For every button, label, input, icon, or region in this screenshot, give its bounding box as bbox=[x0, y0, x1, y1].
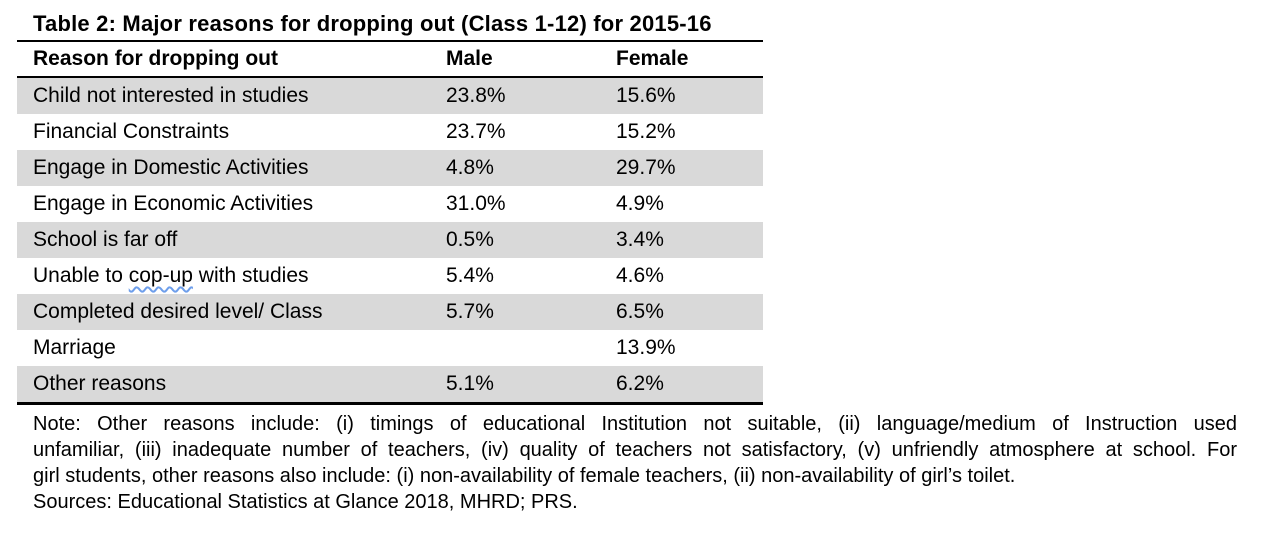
cell-female: 15.2% bbox=[616, 120, 676, 143]
cell-female: 6.2% bbox=[616, 372, 664, 395]
note-paragraph bbox=[33, 411, 1237, 489]
cell-male: 23.8% bbox=[446, 84, 506, 107]
table-row bbox=[17, 186, 763, 222]
cell-reason: Engage in Economic Activities bbox=[33, 192, 314, 215]
cell-female: 3.4% bbox=[616, 228, 664, 251]
cell-reason: Child not interested in studies bbox=[33, 84, 309, 107]
table-row bbox=[17, 114, 763, 150]
note-line: unfamiliar, (iii) inadequate number of teachers, (iv) quality of teachers not satisfactory, (v) unfriendly atmosphere at school. For bbox=[33, 439, 1237, 461]
header-cell-male: Male bbox=[446, 47, 493, 70]
header-cell-female: Female bbox=[616, 47, 689, 70]
cell-male: 23.7% bbox=[446, 120, 506, 143]
cell-reason: Unable to cop-up with studies bbox=[33, 264, 309, 287]
cell-male: 0.5% bbox=[446, 228, 494, 251]
note-line: Note: Other reasons include: (i) timings of educational Institution not suitable, (ii) language/medium of Instruction used bbox=[33, 413, 1237, 435]
table-row bbox=[17, 330, 763, 366]
cell-reason: Marriage bbox=[33, 336, 116, 359]
table-row bbox=[17, 222, 763, 258]
cell-male: 5.1% bbox=[446, 372, 494, 395]
cell-female: 6.5% bbox=[616, 300, 664, 323]
table-row bbox=[17, 366, 763, 402]
dropout-reasons-table bbox=[17, 42, 763, 405]
table-body bbox=[17, 78, 763, 402]
table-header-row bbox=[17, 42, 763, 78]
cell-reason: Completed desired level/ Class bbox=[33, 300, 323, 323]
cell-reason: School is far off bbox=[33, 228, 178, 251]
cell-reason: Engage in Domestic Activities bbox=[33, 156, 309, 179]
header-cell-reason: Reason for dropping out bbox=[33, 47, 278, 70]
cell-female: 4.9% bbox=[616, 192, 664, 215]
sources-line: Sources: Educational Statistics at Glance 2018, MHRD; PRS. bbox=[33, 491, 578, 513]
cell-female: 29.7% bbox=[616, 156, 676, 179]
table-row bbox=[17, 294, 763, 330]
cell-female: 4.6% bbox=[616, 264, 664, 287]
cell-reason: Other reasons bbox=[33, 372, 167, 395]
table-row bbox=[17, 150, 763, 186]
note-line: girl students, other reasons also include: (i) non-availability of female teachers, (ii) non-availability of girl’s toilet. bbox=[33, 465, 1016, 487]
table-title: Table 2: Major reasons for dropping out (Class 1-12) for 2015-16 bbox=[33, 11, 712, 36]
cell-reason: Financial Constraints bbox=[33, 120, 230, 143]
cell-male: 5.4% bbox=[446, 264, 494, 287]
document-page bbox=[0, 9, 1268, 515]
cell-male: 5.7% bbox=[446, 300, 494, 323]
table-row bbox=[17, 78, 763, 114]
misspelled-word: cop-up bbox=[128, 264, 193, 287]
table-row bbox=[17, 258, 763, 294]
cell-female: 15.6% bbox=[616, 84, 676, 107]
cell-female: 13.9% bbox=[616, 336, 676, 359]
cell-male: 31.0% bbox=[446, 192, 506, 215]
cell-male: 4.8% bbox=[446, 156, 494, 179]
